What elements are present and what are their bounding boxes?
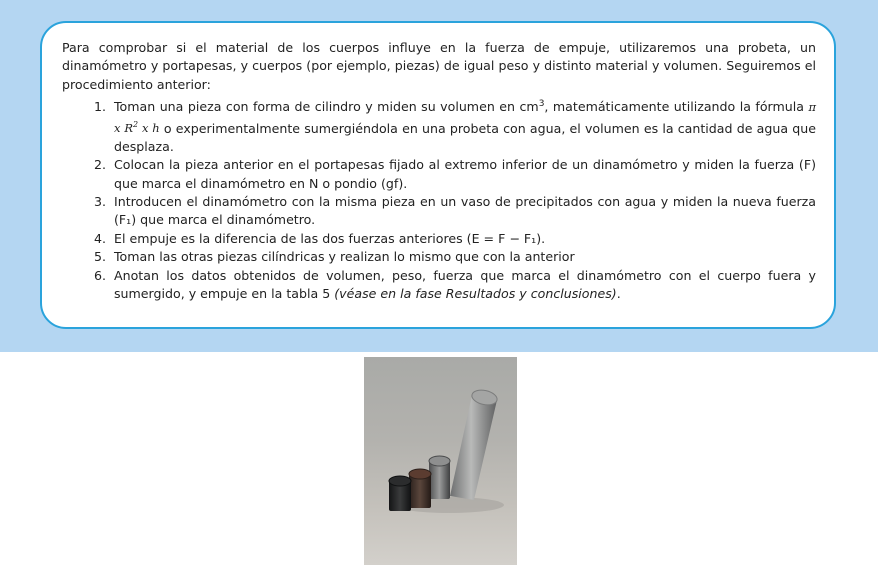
procedure-step-1 (110, 98, 816, 156)
procedure-step-6 (110, 267, 816, 304)
step1-unit-exponent: 3 (538, 99, 545, 110)
procedure-step-3: 3. Introducen el dinamómetro con la misma pieza en un vaso de precipitados con agua y miden la nueva fuerza (F₁) que marca el dinamómetro. (110, 193, 816, 230)
formula-part-a: π x R (114, 100, 816, 136)
step6-text-b: . (616, 286, 621, 302)
copper-cylinder (409, 469, 431, 508)
step1-text-a: Toman una pieza con forma de cilindro y miden su volumen en cm (114, 99, 539, 115)
step1-text-b: , matemáticamente utilizando la fórmula (544, 99, 809, 115)
procedure-list (62, 98, 816, 303)
procedure-step-5: 5. Toman las otras piezas cilíndricas y realizan lo mismo que con la anterior (110, 248, 816, 266)
tall-cylinder (450, 388, 498, 500)
medium-cylinder (429, 456, 450, 499)
cylinders-photo (364, 357, 517, 565)
procedure-step-4: 4. El empuje es la diferencia de las dos fuerzas anteriores (E = F − F₁). (110, 230, 816, 248)
intro-paragraph: Para comprobar si el material de los cuerpos influye en la fuerza de empuje, utilizaremos una probeta, un dinamómetro y portapesas, y cuerpos (por ejemplo, piezas) de igual peso y distinto material y volumen. Seguiremos el procedimiento anterior: (62, 40, 816, 92)
formula-exponent: 2 (133, 120, 139, 130)
formula-part-b: x h (138, 121, 160, 136)
instructions-card (40, 21, 836, 329)
step1-text-c: o experimentalmente sumergiéndola en una probeta con agua, el volumen es la cantidad de agua que desplaza. (114, 120, 816, 154)
black-cylinder (389, 476, 411, 511)
step6-text-a: Anotan los datos obtenidos de volumen, peso, fuerza que marca el dinamómetro con el cuerpo fuera y sumergido, y empuje en la tabla 5 (114, 267, 816, 302)
procedure-step-2: 2. Colocan la pieza anterior en el portapesas fijado al extremo inferior de un dinamómetro y miden la fuerza (F) que marca el dinamómetro en N o pondio (gf). (110, 156, 816, 193)
step6-reference: (véase en la fase Resultados y conclusiones) (334, 286, 617, 302)
cylinders-illustration (364, 357, 517, 565)
